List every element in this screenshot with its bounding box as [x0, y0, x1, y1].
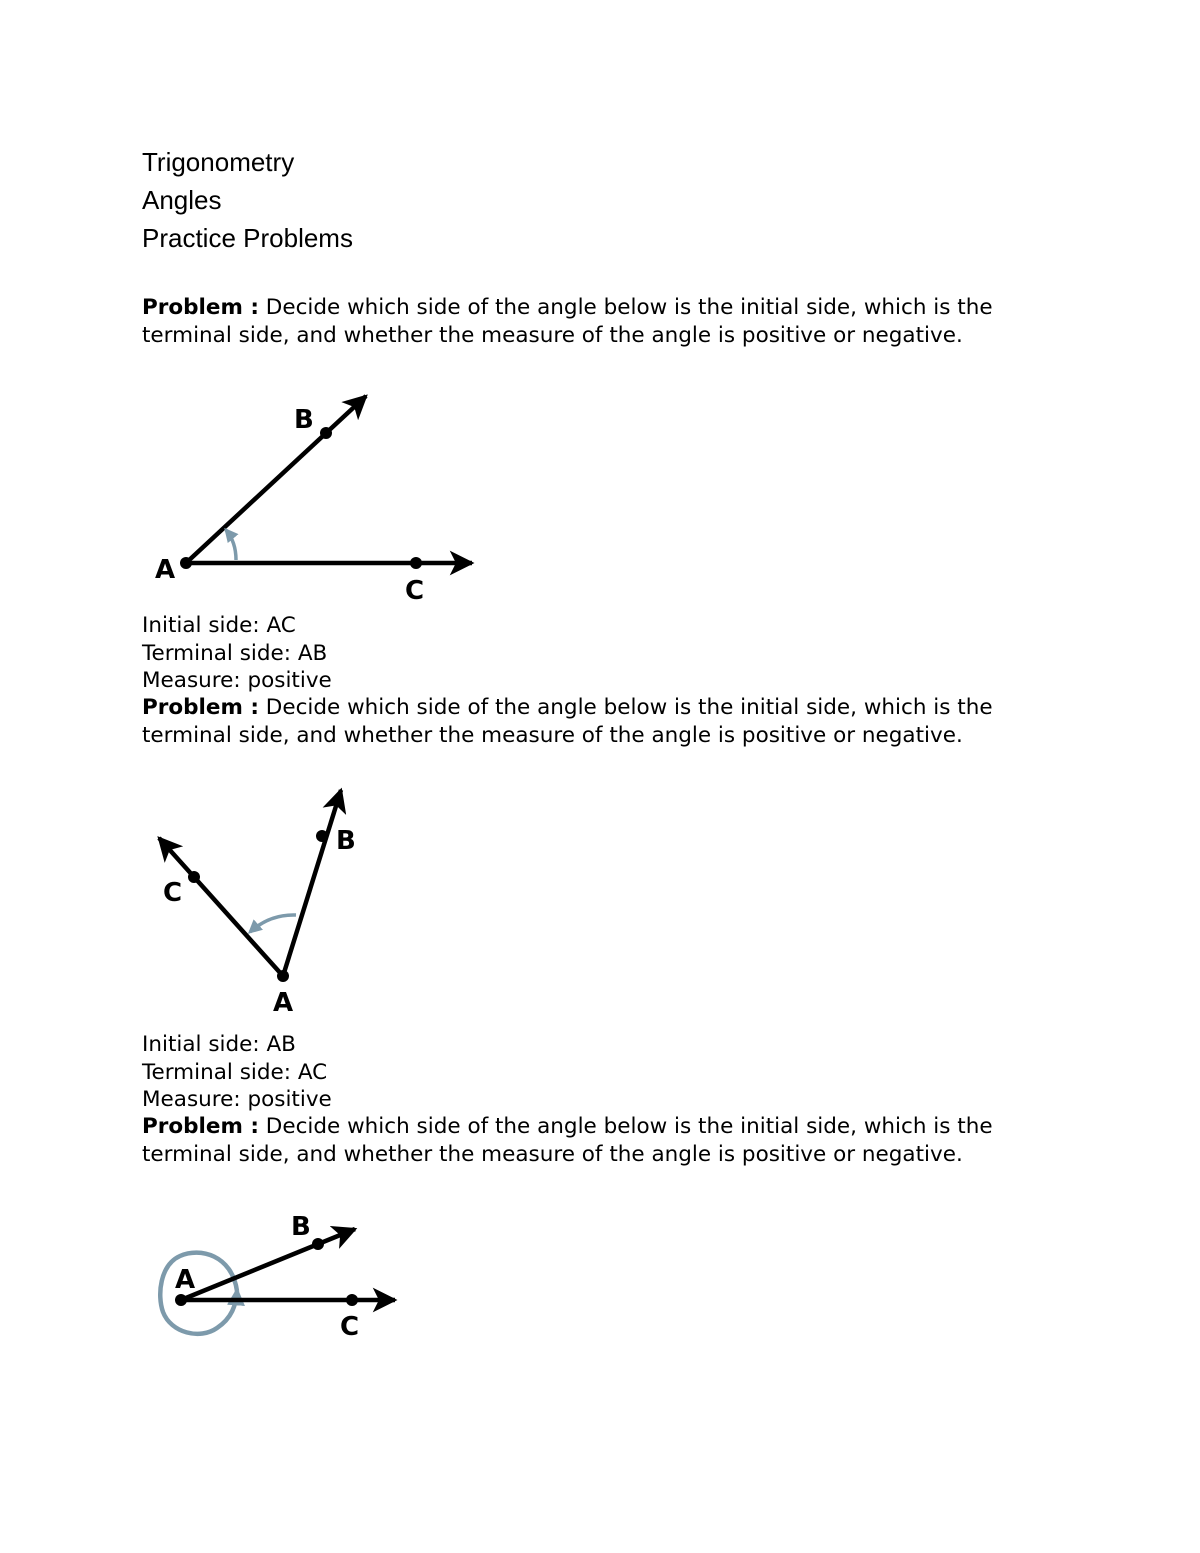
point-a-3: [175, 1294, 187, 1306]
problem-3-text: Decide which side of the angle below is the initial side, which is the terminal side, and whether the measure of the angle is positive or negative.: [142, 1114, 993, 1167]
label-b-1: B: [294, 405, 314, 435]
ray-ab-3: [181, 1229, 355, 1300]
problem-1-label: Problem :: [142, 295, 259, 320]
doc-kind: Practice Problems: [142, 223, 353, 253]
figure-3: [160, 1212, 395, 1342]
point-b-3: [312, 1238, 324, 1250]
point-a-1: [180, 557, 192, 569]
answer-terminal-side-2: Terminal side: AC: [142, 1059, 328, 1085]
figure-2: [159, 790, 356, 1018]
ray-ab-1: [186, 396, 366, 563]
label-a-3: A: [175, 1265, 196, 1295]
problem-2-text: Decide which side of the angle below is the initial side, which is the terminal side, and whether the measure of the angle is positive or negative.: [142, 695, 993, 748]
answer-measure-2: Measure: positive: [142, 1087, 332, 1112]
point-c-2: [188, 871, 200, 883]
problem-2-answers: [142, 1031, 332, 1114]
label-a-1: A: [155, 555, 176, 585]
doc-topic: Angles: [142, 185, 222, 215]
label-b-2: B: [336, 826, 356, 856]
point-a-2: [277, 970, 289, 982]
problem-2-statement: [142, 694, 1042, 750]
label-b-3: B: [291, 1212, 311, 1242]
doc-subject: Trigonometry: [142, 147, 295, 177]
label-c-1: C: [405, 576, 425, 606]
label-c-3: C: [340, 1312, 360, 1342]
answer-initial-side-2: Initial side: AB: [142, 1032, 296, 1057]
point-c-3: [346, 1294, 358, 1306]
problem-3-statement: [142, 1113, 1042, 1169]
problem-1-text: Decide which side of the angle below is the initial side, which is the terminal side, and whether the measure of the angle is positive or negative.: [142, 295, 993, 348]
angle-arc-2: [250, 915, 296, 932]
answer-measure-1: Measure: positive: [142, 668, 332, 693]
point-c-1: [410, 557, 422, 569]
point-b-2: [316, 830, 328, 842]
point-b-1: [320, 427, 332, 439]
problem-1-answers: [142, 612, 332, 695]
label-c-2: C: [163, 878, 183, 908]
label-a-2: A: [273, 988, 294, 1018]
answer-initial-side-1: Initial side: AC: [142, 613, 296, 638]
angle-arc-1: [226, 530, 236, 560]
ray-ab-2: [283, 790, 341, 976]
problem-2-label: Problem :: [142, 695, 259, 720]
answer-terminal-side-1: Terminal side: AB: [142, 640, 328, 666]
problem-3-label: Problem :: [142, 1114, 259, 1139]
figure-1: [155, 396, 472, 606]
